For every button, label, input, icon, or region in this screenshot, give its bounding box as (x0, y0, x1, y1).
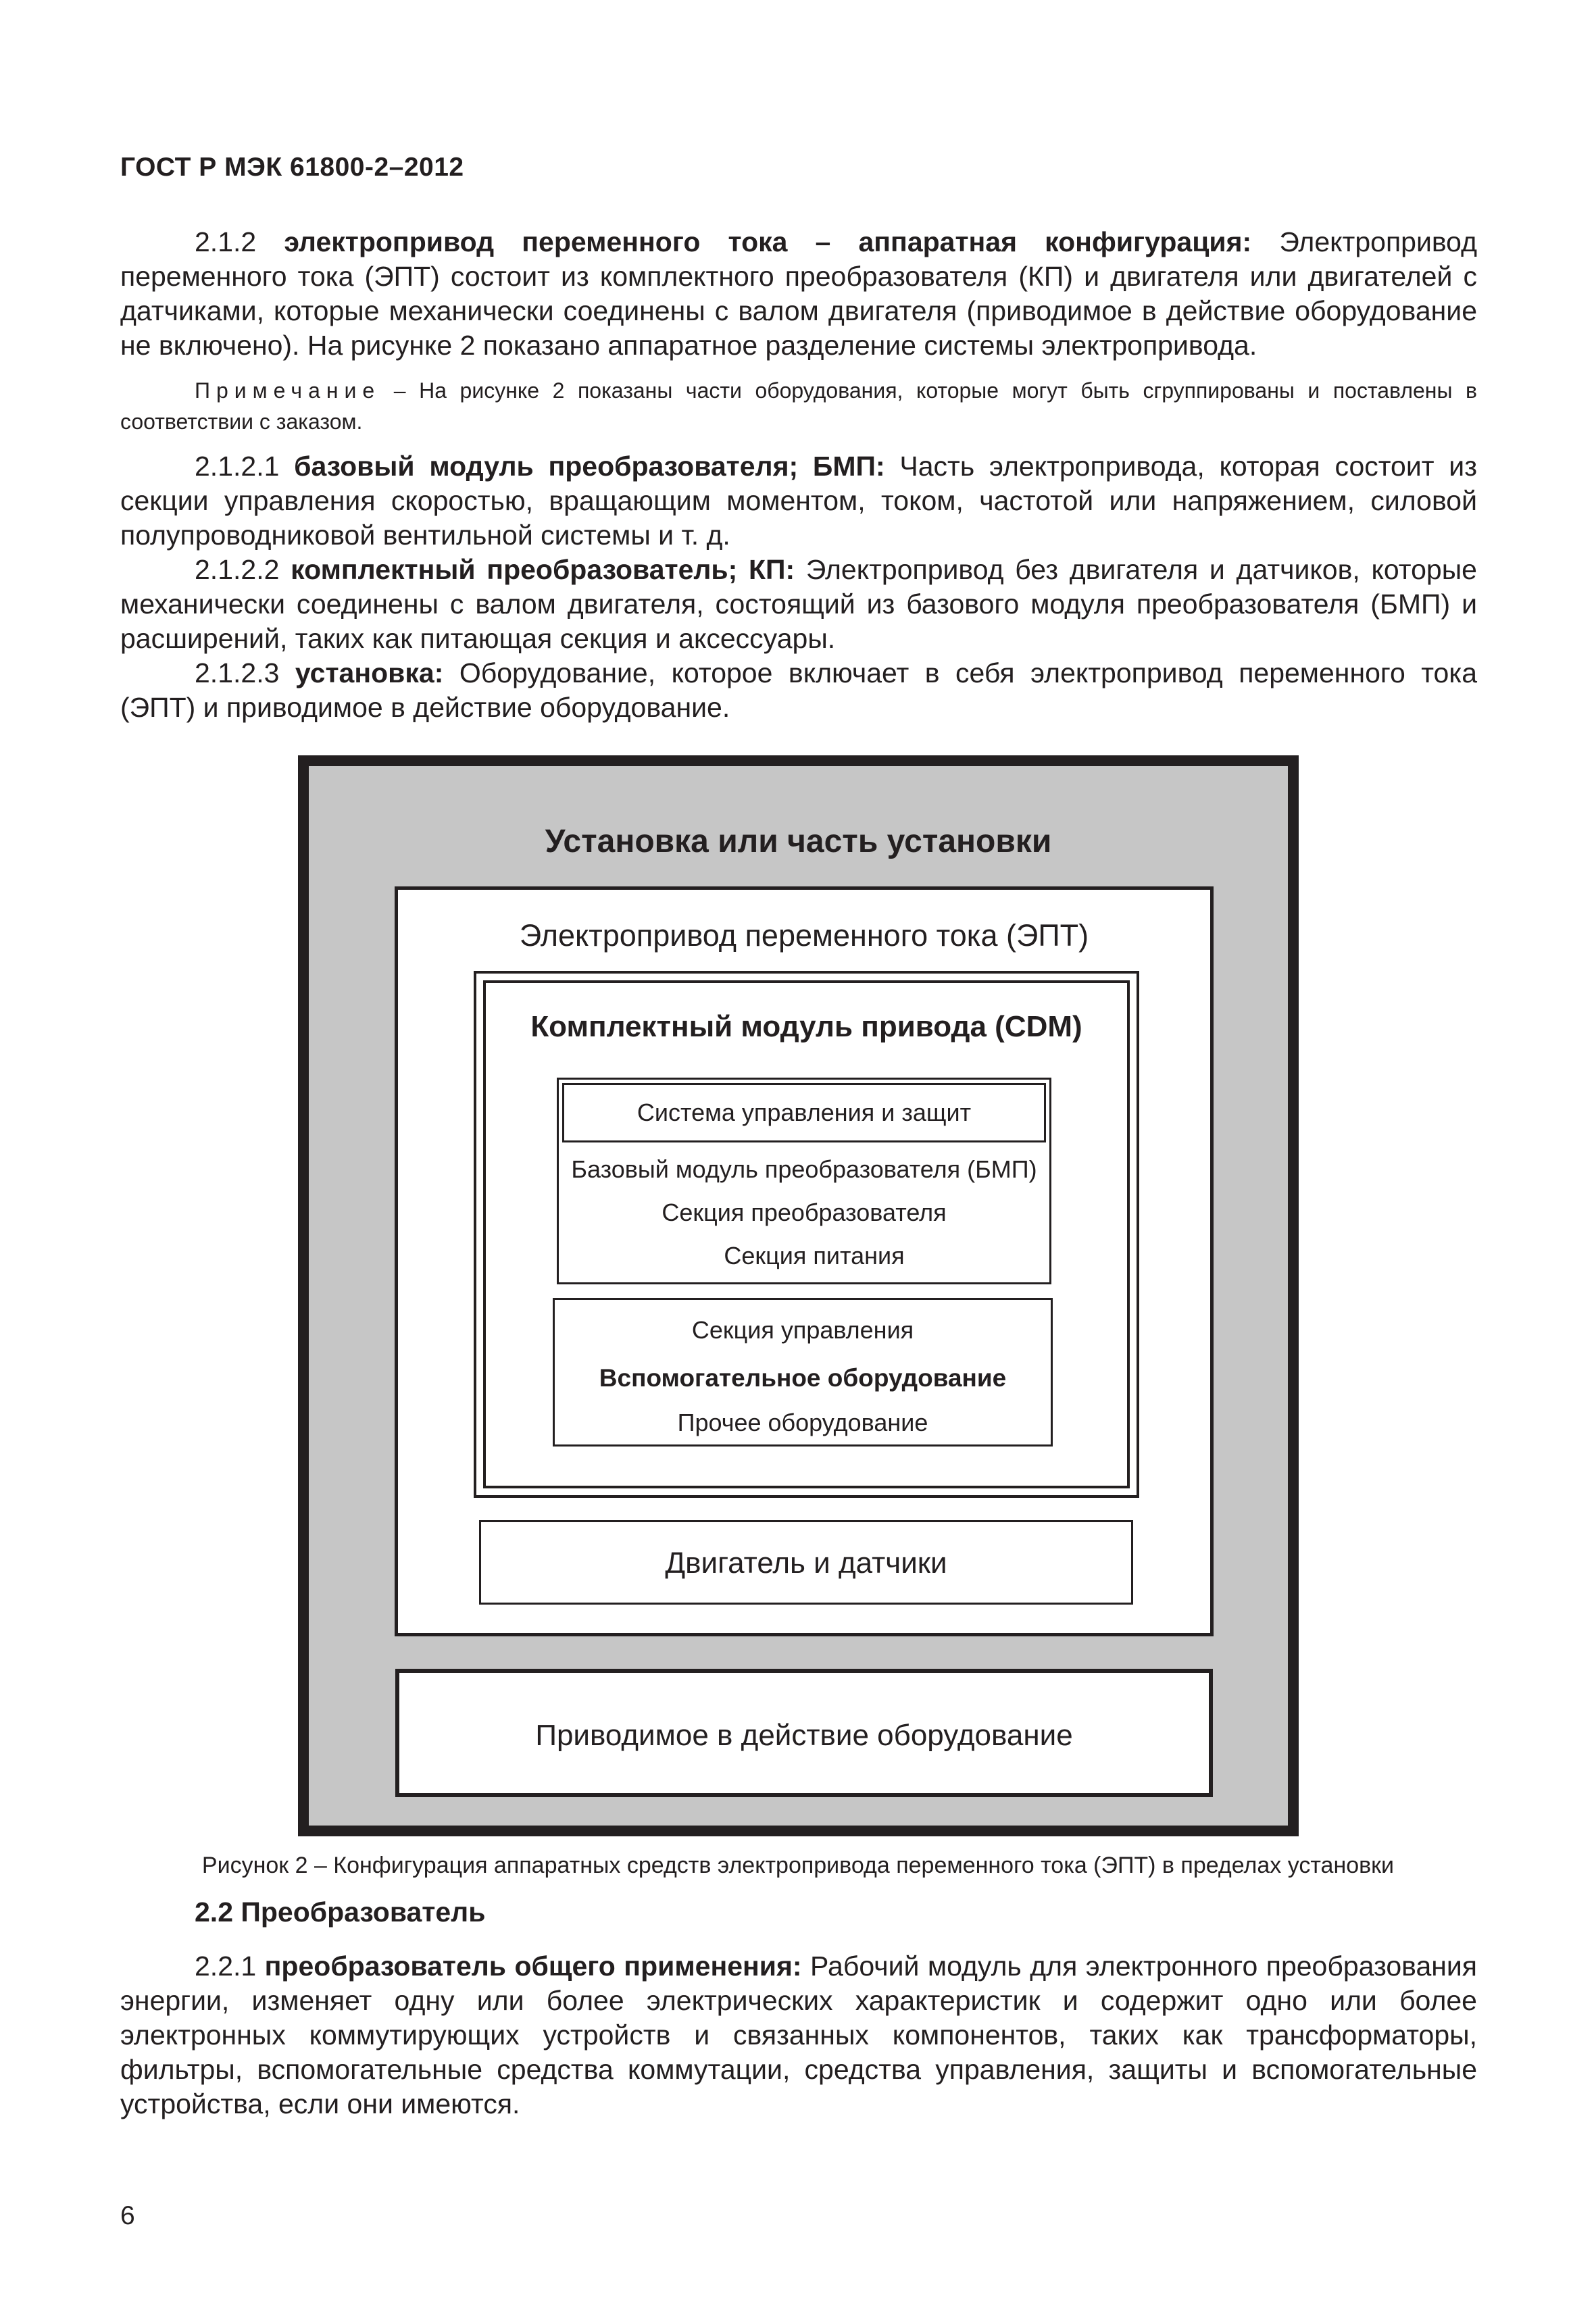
installation-label: Установка или часть установки (545, 824, 1052, 859)
drive-label: Электропривод переменного тока (ЭПТ) (519, 918, 1089, 953)
text-block-top (120, 225, 1477, 725)
document-header: ГОСТ Р МЭК 61800-2–2012 (120, 153, 464, 182)
paragraph-2-1-2-1 (120, 449, 1477, 553)
note-text: – На рисунке 2 показаны части оборудования, которые могут быть сгруппированы и поставлены в соответствии с заказом. (120, 378, 1477, 434)
auxiliary-equipment-label: Вспомогательное оборудование (599, 1364, 1007, 1392)
clause-number: 2.1.2.2 (195, 554, 291, 585)
note-label: Примечание (195, 378, 381, 403)
driven-equipment-box (395, 1669, 1213, 1797)
control-section-label: Секция управления (691, 1316, 914, 1344)
note (120, 375, 1477, 437)
clause-number: 2.1.2.3 (195, 657, 295, 688)
clause-number: 2.1.2.1 (195, 451, 295, 482)
converter-section-label: Секция преобразователя (662, 1199, 947, 1226)
control-protection-label: Система управления и защит (637, 1099, 972, 1126)
cdm-box-inner (483, 980, 1130, 1488)
paragraph-2-1-2-3 (120, 656, 1477, 725)
figure-caption: Рисунок 2 – Конфигурация аппаратных средств электропривода переменного тока (ЭПТ) в пределах установки (201, 1853, 1395, 1878)
driven-equipment-label: Приводимое в действие оборудование (535, 1719, 1073, 1752)
section-title-2-2: 2.2 Преобразователь (195, 1896, 486, 1928)
term: комплектный преобразователь; КП: (291, 554, 795, 585)
term: электропривод переменного тока – аппаратная конфигурация: (284, 226, 1252, 257)
text-block-bottom (120, 1949, 1477, 2121)
definition: Электропривод без двигателя и датчиков, которые механически соединены с валом двигателя, состоящий из базового модуля преобразователя (БМП) и расширений, таких как питающая секция и аксессуары. (120, 554, 1477, 654)
bdm-group-box (557, 1078, 1051, 1284)
paragraph-2-2-1 (120, 1949, 1477, 2121)
other-equipment-label: Прочее оборудование (677, 1409, 928, 1436)
term: преобразователь общего применения: (264, 1951, 802, 1982)
figure-installation-frame (298, 755, 1299, 1836)
clause-number: 2.2.1 (195, 1951, 265, 1982)
bdm-label: Базовый модуль преобразователя (БМП) (571, 1155, 1037, 1183)
definition: Электропривод переменного тока (ЭПТ) состоит из комплектного преобразователя (КП) и двигателя или двигателей с датчиками, которые механически соединены с валом двигателя (приводимое в действие оборудование не включено). На рисунке 2 показано аппаратное разделение системы электропривода. (120, 226, 1477, 361)
power-section-label: Секция питания (724, 1242, 905, 1269)
cdm-box-outer (474, 971, 1139, 1498)
clause-number: 2.1.2 (195, 226, 284, 257)
page-number: 6 (120, 2201, 135, 2230)
drive-box (395, 886, 1214, 1636)
motor-sensors-box (479, 1520, 1133, 1605)
definition: Часть электропривода, которая состоит из секции управления скоростью, вращающим моментом, током, частотой или напряжением, силовой полупроводниковой вентильной системы и т. д. (120, 451, 1478, 551)
term: установка: (295, 657, 444, 688)
definition: Оборудование, которое включает в себя электропривод переменного тока (ЭПТ) и приводимое в действие оборудование. (120, 657, 1477, 723)
cdm-label: Комплектный модуль привода (CDM) (530, 1010, 1082, 1043)
definition: Рабочий модуль для электронного преобразования энергии, изменяет одну или более электрических характеристик и содержит одно или более электронных коммутирующих устройств и связанных компонентов, таких как трансформаторы, фильтры, вспомогательные средства коммутации, средства управления, защиты и вспомогательные устройства, если они имеются. (120, 1951, 1477, 2119)
control-section-box (553, 1298, 1053, 1447)
term: базовый модуль преобразователя; БМП: (294, 451, 885, 482)
control-protection-box (562, 1083, 1046, 1142)
paragraph-2-1-2 (120, 225, 1477, 363)
paragraph-2-1-2-2 (120, 553, 1477, 656)
motor-sensors-label: Двигатель и датчики (665, 1546, 947, 1580)
